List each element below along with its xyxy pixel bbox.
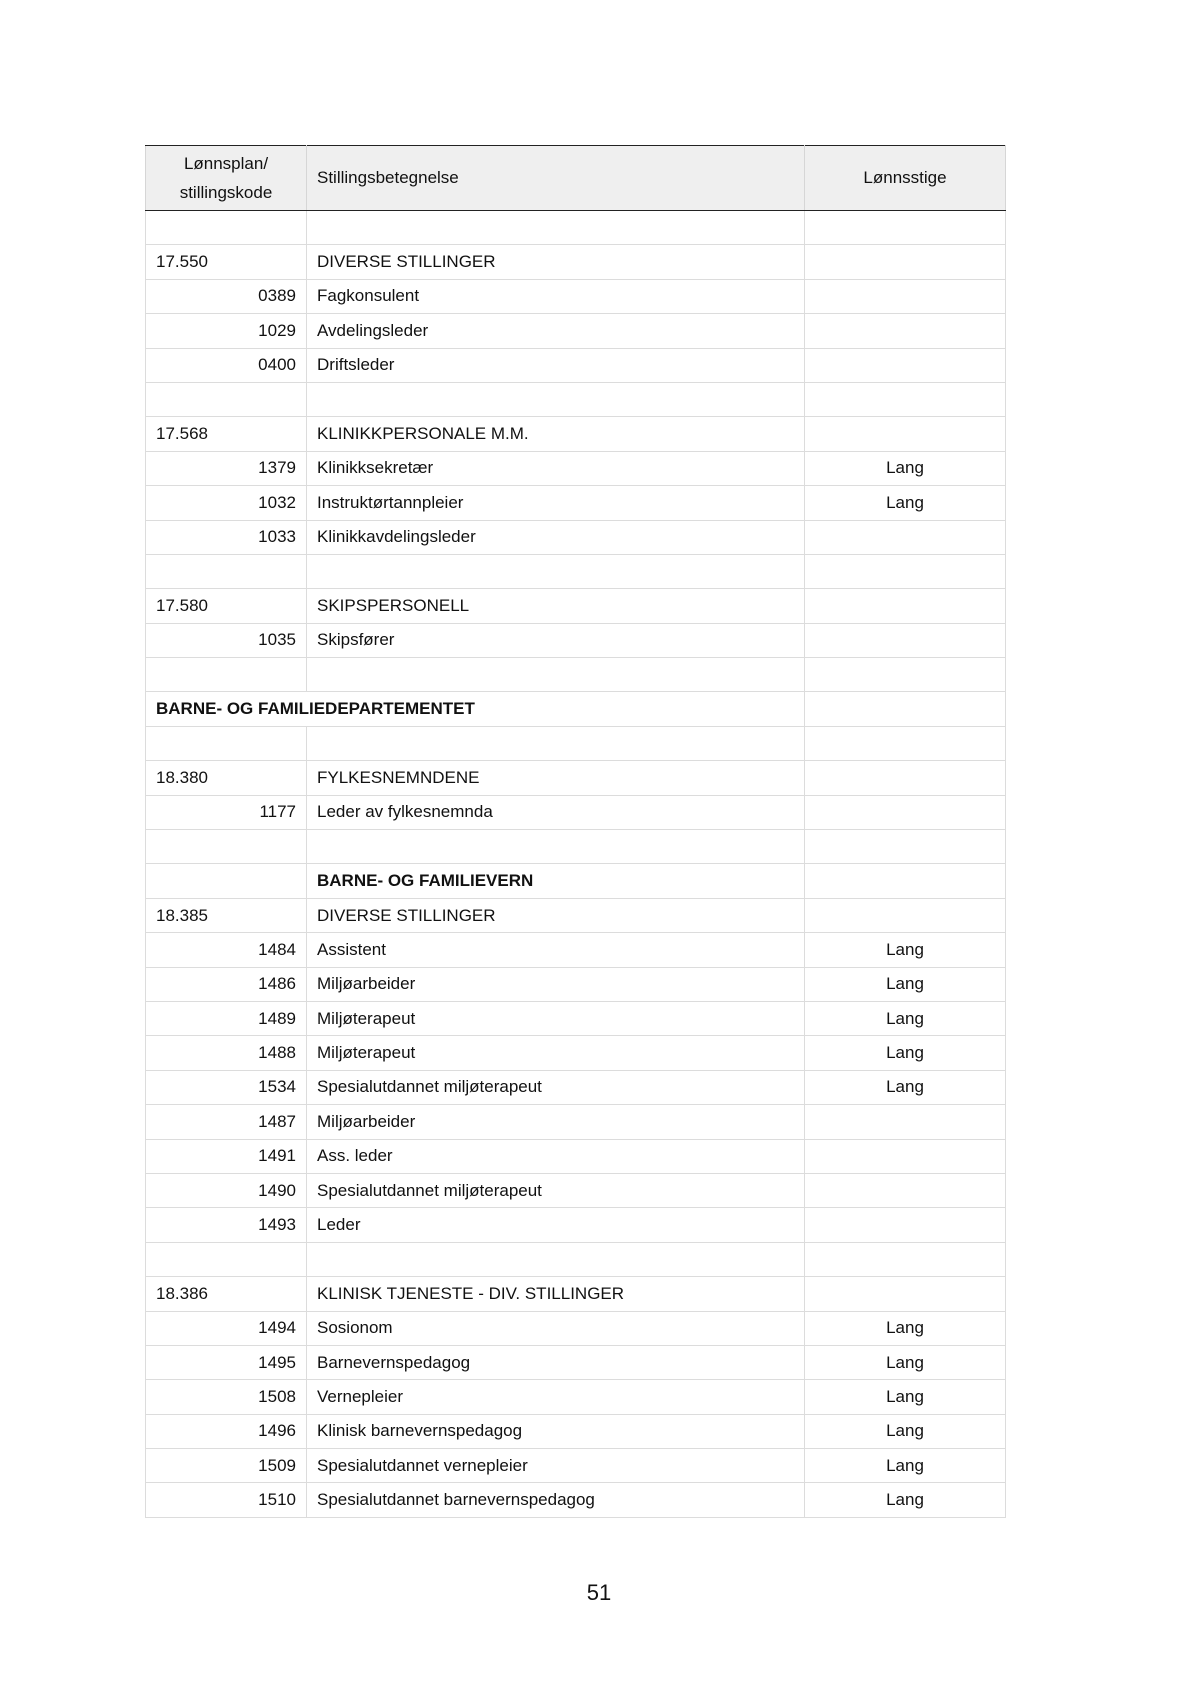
- table-row: [146, 451, 1006, 485]
- table-row: [146, 245, 1006, 279]
- salary-ladder: [805, 795, 1006, 829]
- header-code-line2: stillingskode: [179, 183, 273, 202]
- plan-code: 17.568: [146, 417, 307, 451]
- plan-code: 18.386: [146, 1277, 307, 1311]
- position-title: Skipsfører: [307, 623, 805, 657]
- table-row: [146, 658, 1006, 692]
- table-row: [146, 520, 1006, 554]
- position-code: 1508: [146, 1380, 307, 1414]
- table-row: [146, 761, 1006, 795]
- position-title: Klinisk barnevernspedagog: [307, 1414, 805, 1448]
- salary-ladder: Lang: [805, 1380, 1006, 1414]
- position-title: Miljøterapeut: [307, 1001, 805, 1035]
- salary-ladder: Lang: [805, 1345, 1006, 1379]
- position-code: 1510: [146, 1483, 307, 1517]
- table-row: [146, 417, 1006, 451]
- position-code: 0389: [146, 279, 307, 313]
- salary-ladder: Lang: [805, 1070, 1006, 1104]
- table-row: [146, 1242, 1006, 1276]
- table-row: [146, 1173, 1006, 1207]
- code-cell: [146, 211, 307, 245]
- position-code: 1379: [146, 451, 307, 485]
- position-code: 1509: [146, 1449, 307, 1483]
- salary-table: [145, 145, 1006, 1518]
- table-body: [146, 211, 1006, 1518]
- table-row: [146, 1345, 1006, 1379]
- table-row: [146, 1277, 1006, 1311]
- salary-ladder: [805, 1173, 1006, 1207]
- ladder-cell: [805, 554, 1006, 588]
- table-row: [146, 830, 1006, 864]
- salary-ladder: [805, 314, 1006, 348]
- table-row: [146, 382, 1006, 416]
- table-row: [146, 1208, 1006, 1242]
- title-cell: [307, 382, 805, 416]
- salary-ladder: Lang: [805, 1449, 1006, 1483]
- table-row: [146, 1001, 1006, 1035]
- salary-table-container: [145, 145, 1005, 1518]
- position-title: Miljøterapeut: [307, 1036, 805, 1070]
- salary-ladder: Lang: [805, 486, 1006, 520]
- title-cell: [307, 830, 805, 864]
- table-row: [146, 1036, 1006, 1070]
- salary-ladder: [805, 623, 1006, 657]
- position-code: 1489: [146, 1001, 307, 1035]
- salary-ladder: [805, 1277, 1006, 1311]
- table-row: [146, 1449, 1006, 1483]
- salary-ladder: [805, 520, 1006, 554]
- salary-ladder: [805, 1139, 1006, 1173]
- salary-ladder: [805, 1105, 1006, 1139]
- salary-ladder: Lang: [805, 1483, 1006, 1517]
- code-cell: [146, 382, 307, 416]
- department-heading: BARNE- OG FAMILIEDEPARTEMENTET: [146, 692, 805, 726]
- salary-ladder: [805, 898, 1006, 932]
- table-row: [146, 211, 1006, 245]
- plan-title: KLINISK TJENESTE - DIV. STILLINGER: [307, 1277, 805, 1311]
- position-code: 1534: [146, 1070, 307, 1104]
- ladder-cell: [805, 830, 1006, 864]
- header-ladder: Lønnsstige: [805, 146, 1006, 211]
- ladder-cell: [805, 211, 1006, 245]
- section-heading: BARNE- OG FAMILIEVERN: [307, 864, 805, 898]
- table-row: [146, 1139, 1006, 1173]
- position-title: Spesialutdannet barnevernspedagog: [307, 1483, 805, 1517]
- position-code: 1177: [146, 795, 307, 829]
- plan-title: SKIPSPERSONELL: [307, 589, 805, 623]
- position-title: Leder av fylkesnemnda: [307, 795, 805, 829]
- salary-ladder: [805, 245, 1006, 279]
- position-code: 1495: [146, 1345, 307, 1379]
- position-code: 1032: [146, 486, 307, 520]
- position-code: 1487: [146, 1105, 307, 1139]
- salary-ladder: [805, 417, 1006, 451]
- code-cell: [146, 1242, 307, 1276]
- header-code: [146, 146, 307, 211]
- position-title: Miljøarbeider: [307, 967, 805, 1001]
- page-number: 51: [586, 1580, 612, 1605]
- plan-title: KLINIKKPERSONALE M.M.: [307, 417, 805, 451]
- ladder-cell: [805, 382, 1006, 416]
- table-row: [146, 1070, 1006, 1104]
- position-code: 1488: [146, 1036, 307, 1070]
- table-header: [146, 146, 1006, 211]
- position-code: 1029: [146, 314, 307, 348]
- position-code: 1484: [146, 933, 307, 967]
- plan-code: 17.580: [146, 589, 307, 623]
- header-code-line1: Lønnsplan/: [183, 154, 269, 173]
- position-code: 1493: [146, 1208, 307, 1242]
- position-title: Miljøarbeider: [307, 1105, 805, 1139]
- header-title: Stillingsbetegnelse: [307, 146, 805, 211]
- salary-ladder: Lang: [805, 1414, 1006, 1448]
- table-row: [146, 967, 1006, 1001]
- plan-title: FYLKESNEMNDENE: [307, 761, 805, 795]
- position-title: Instruktørtannpleier: [307, 486, 805, 520]
- position-code: 1490: [146, 1173, 307, 1207]
- table-row: [146, 864, 1006, 898]
- plan-code: 18.380: [146, 761, 307, 795]
- position-title: Leder: [307, 1208, 805, 1242]
- plan-title: DIVERSE STILLINGER: [307, 245, 805, 279]
- position-title: Klinikkavdelingsleder: [307, 520, 805, 554]
- code-cell: [146, 830, 307, 864]
- table-row: [146, 795, 1006, 829]
- salary-ladder: Lang: [805, 967, 1006, 1001]
- title-cell: [307, 658, 805, 692]
- ladder-cell: [805, 864, 1006, 898]
- salary-ladder: [805, 1208, 1006, 1242]
- position-title: Spesialutdannet vernepleier: [307, 1449, 805, 1483]
- ladder-cell: [805, 726, 1006, 760]
- ladder-cell: [805, 658, 1006, 692]
- salary-ladder: [805, 279, 1006, 313]
- position-title: Sosionom: [307, 1311, 805, 1345]
- position-title: Barnevernspedagog: [307, 1345, 805, 1379]
- table-row: [146, 279, 1006, 313]
- position-code: 1496: [146, 1414, 307, 1448]
- table-row: [146, 1483, 1006, 1517]
- salary-ladder: [805, 761, 1006, 795]
- position-code: 1033: [146, 520, 307, 554]
- title-cell: [307, 211, 805, 245]
- salary-ladder: Lang: [805, 933, 1006, 967]
- table-row: [146, 589, 1006, 623]
- position-title: Ass. leder: [307, 1139, 805, 1173]
- plan-code: 18.385: [146, 898, 307, 932]
- position-title: Vernepleier: [307, 1380, 805, 1414]
- table-row: [146, 623, 1006, 657]
- position-code: 1035: [146, 623, 307, 657]
- position-title: Assistent: [307, 933, 805, 967]
- salary-ladder: [805, 348, 1006, 382]
- table-row: [146, 1414, 1006, 1448]
- title-cell: [307, 1242, 805, 1276]
- table-row: [146, 1311, 1006, 1345]
- salary-ladder: Lang: [805, 451, 1006, 485]
- position-code: 1491: [146, 1139, 307, 1173]
- table-row: [146, 933, 1006, 967]
- position-title: Spesialutdannet miljøterapeut: [307, 1070, 805, 1104]
- table-row: [146, 486, 1006, 520]
- code-cell: [146, 554, 307, 588]
- ladder-cell: [805, 692, 1006, 726]
- table-row: [146, 348, 1006, 382]
- salary-ladder: [805, 589, 1006, 623]
- table-row: [146, 554, 1006, 588]
- table-row: [146, 1380, 1006, 1414]
- table-row: [146, 1105, 1006, 1139]
- salary-ladder: Lang: [805, 1001, 1006, 1035]
- position-title: Fagkonsulent: [307, 279, 805, 313]
- plan-code: 17.550: [146, 245, 307, 279]
- code-cell: [146, 658, 307, 692]
- code-cell: [146, 726, 307, 760]
- position-title: Driftsleder: [307, 348, 805, 382]
- code-cell: [146, 864, 307, 898]
- position-title: Spesialutdannet miljøterapeut: [307, 1173, 805, 1207]
- table-row: [146, 692, 1006, 726]
- table-row: [146, 898, 1006, 932]
- table-row: [146, 314, 1006, 348]
- position-code: 1486: [146, 967, 307, 1001]
- salary-ladder: Lang: [805, 1311, 1006, 1345]
- title-cell: [307, 554, 805, 588]
- ladder-cell: [805, 1242, 1006, 1276]
- title-cell: [307, 726, 805, 760]
- salary-ladder: Lang: [805, 1036, 1006, 1070]
- position-title: Klinikksekretær: [307, 451, 805, 485]
- position-code: 1494: [146, 1311, 307, 1345]
- position-title: Avdelingsleder: [307, 314, 805, 348]
- table-row: [146, 726, 1006, 760]
- plan-title: DIVERSE STILLINGER: [307, 898, 805, 932]
- position-code: 0400: [146, 348, 307, 382]
